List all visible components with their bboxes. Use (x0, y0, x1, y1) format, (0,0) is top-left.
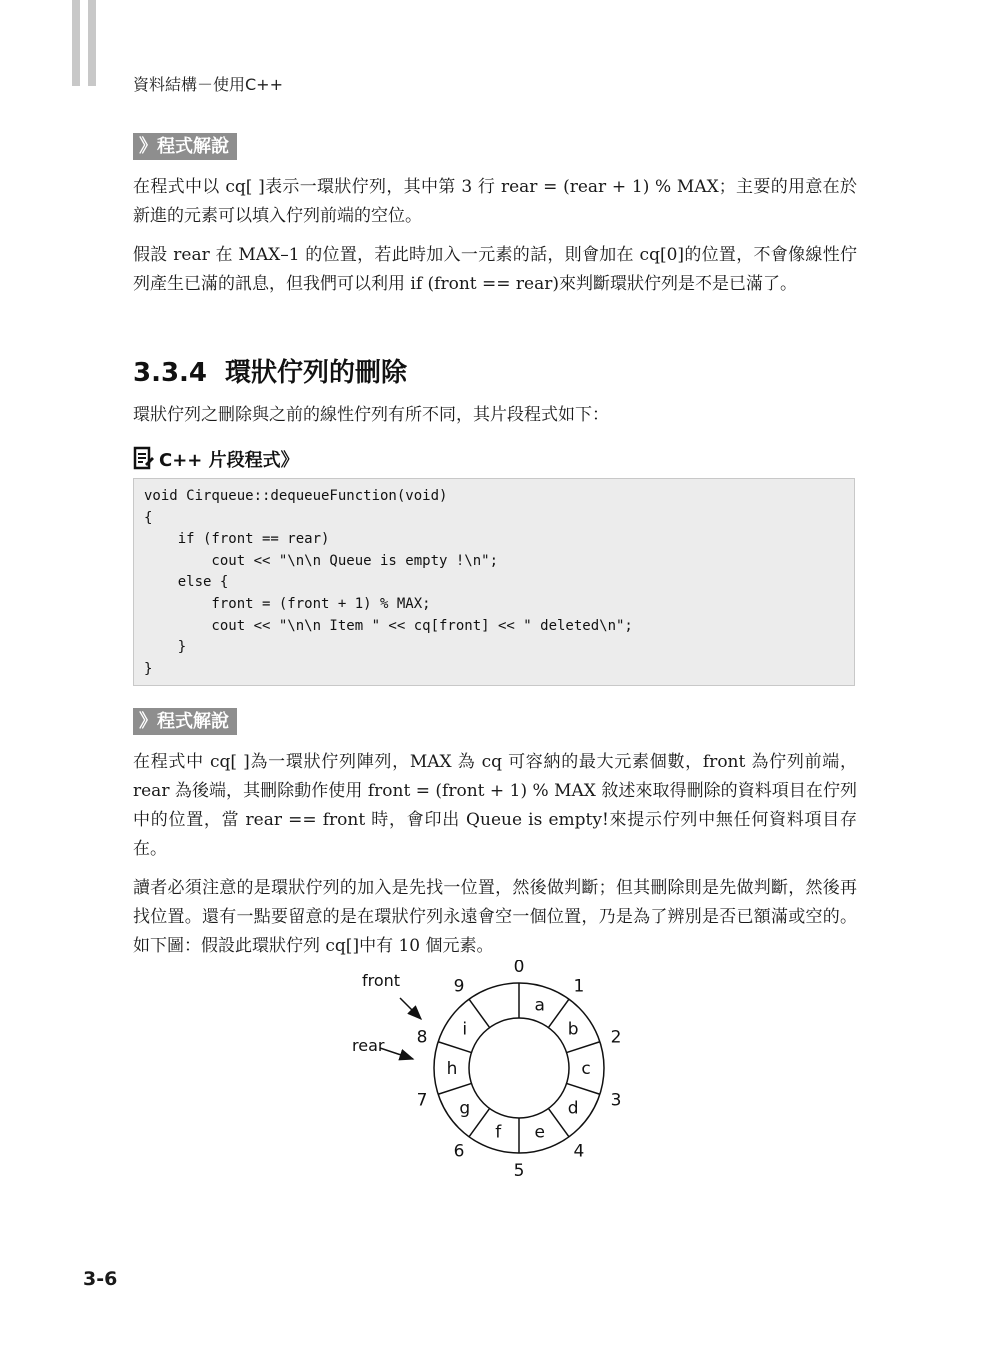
slot-index: 2 (610, 1027, 622, 1048)
section-heading (133, 352, 407, 389)
paragraph-2: 假設 rear 在 MAX–1 的位置，若此時加入一元素的話，則會加在 cq[0]的位置，不會像線性佇列產生已滿的訊息，但我們可以利用 if (front == rear)來判斷環狀佇列是不是已滿了。 (133, 245, 857, 294)
code-line: } (144, 639, 187, 655)
slot-index: 3 (610, 1090, 622, 1111)
section-title: 環狀佇列的刪除 (225, 358, 408, 388)
code-line: cout << "\n\n Queue is empty !\n"; (144, 553, 499, 569)
slot-item: b (567, 1019, 579, 1040)
rear-pointer-label: rear (352, 1036, 385, 1055)
slot-item: f (495, 1122, 502, 1143)
slot-item: c (581, 1059, 591, 1079)
section-number: 3.3.4 (133, 358, 208, 388)
code-line: else { (144, 574, 229, 590)
slot-divider (567, 1042, 600, 1053)
running-title: 資料結構－使用C++ (133, 75, 283, 94)
slot-index: 0 (513, 960, 525, 977)
page-number: 3-6 (83, 1268, 118, 1290)
slot-item: a (534, 995, 545, 1016)
snippet-label-text: C++ 片段程式》 (159, 450, 299, 471)
slot-index: 9 (453, 976, 465, 997)
decor-bar-2 (88, 0, 96, 86)
slot-item: g (459, 1098, 471, 1119)
rear-arrow (380, 1048, 413, 1059)
section-label-explanation-2: 》程式解說 (133, 708, 237, 735)
front-pointer-label: front (362, 971, 401, 990)
slot-item: e (534, 1122, 545, 1143)
code-block (133, 478, 855, 686)
code-line: if (front == rear) (144, 531, 330, 547)
slot-index: 8 (416, 1027, 428, 1048)
snippet-label (133, 444, 299, 474)
slot-divider (548, 999, 569, 1027)
code-line: } (144, 661, 153, 677)
slot-item: d (567, 1098, 579, 1119)
slot-index: 1 (573, 976, 585, 997)
code-line: void Cirqueue::dequeueFunction(void) (144, 488, 448, 504)
slot-index: 5 (513, 1161, 525, 1181)
slot-index: 7 (416, 1090, 428, 1111)
slot-divider (548, 1108, 569, 1136)
paragraph-1: 在程式中以 cq[ ]表示一環狀佇列，其中第 3 行 rear = (rear + 1) % MAX；主要的用意在於新進的元素可以填入佇列前端的空位。 (133, 177, 857, 226)
slot-item: h (446, 1059, 458, 1079)
paragraph-3: 在程式中 cq[ ]為一環狀佇列陣列，MAX 為 cq 可容納的最大元素個數，front 為佇列前端，rear 為後端，其刪除動作使用 front = (front + 1) % MAX 敘述來取得刪除的資料項目在佇列中的位置，當 rear == front 時，會印出 Queue is empty!來提示佇列中無任何資料項目存在。 (133, 752, 857, 859)
slot-item: i (462, 1019, 468, 1040)
inner-ring (469, 1018, 569, 1118)
code-line: cout << "\n\n Item " << cq[front] << " deleted\n"; (144, 618, 633, 634)
slot-divider (469, 1108, 490, 1136)
slot-divider (567, 1083, 600, 1094)
code-line: { (144, 510, 153, 526)
slot-index: 6 (453, 1141, 465, 1162)
paragraph-4: 讀者必須注意的是環狀佇列的加入是先找一位置，然後做判斷；但其刪除則是先做判斷，然後再找位置。還有一點要留意的是在環狀佇列永遠會空一個位置，乃是為了辨別是否已額滿或空的。如下圖：假設此環狀佇列 cq[]中有 10 個元素。 (133, 878, 857, 956)
decor-bar-1 (72, 0, 80, 86)
front-arrow (400, 998, 421, 1019)
circular-queue-diagram (340, 960, 660, 1185)
slot-divider (438, 1042, 471, 1053)
code-snippet-icon (133, 446, 155, 472)
slot-divider (438, 1083, 471, 1094)
code-line: front = (front + 1) % MAX; (144, 596, 431, 612)
intro-paragraph: 環狀佇列之刪除與之前的線性佇列有所不同，其片段程式如下： (133, 405, 609, 425)
slot-dividers (438, 983, 600, 1153)
section-label-explanation-1: 》程式解說 (133, 133, 237, 160)
slot-divider (469, 999, 490, 1027)
slot-index: 4 (573, 1141, 585, 1162)
